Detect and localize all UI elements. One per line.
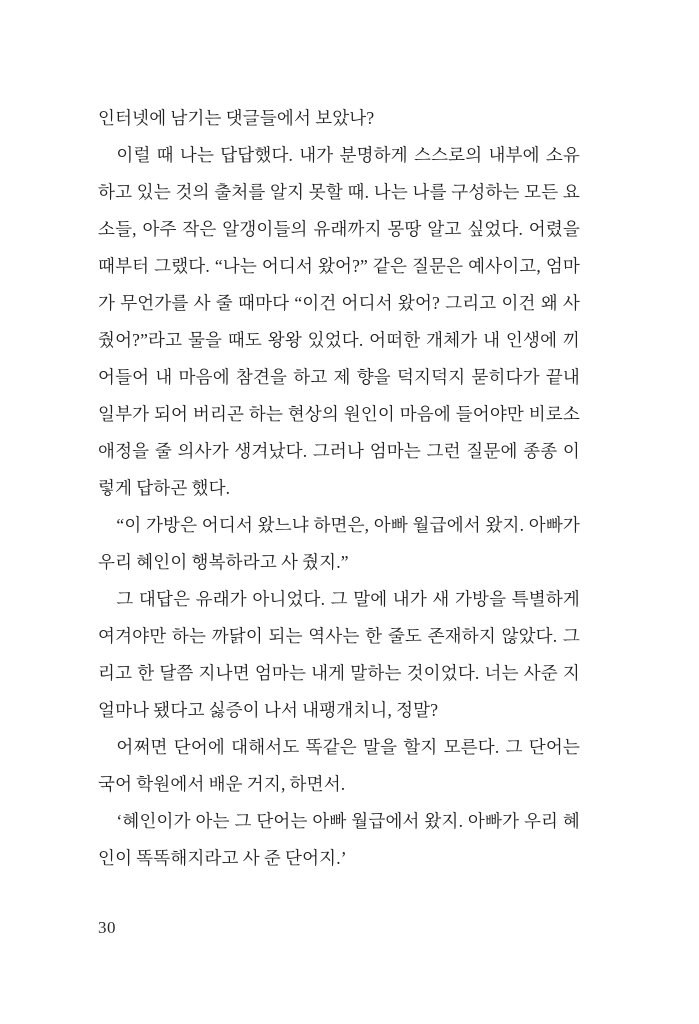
page-number: 30 <box>98 918 116 937</box>
text-line: 줬어?”라고 물을 때도 왕왕 있었다. 어떠한 개체가 내 인생에 끼 <box>98 330 580 350</box>
paragraph <box>98 803 580 877</box>
text-line: 하고 있는 것의 출처를 알지 못할 때. 나는 나를 구성하는 모든 요 <box>98 182 580 202</box>
text-line: “이 가방은 어디서 왔느냐 하면은, 아빠 월급에서 왔지. 아빠가 <box>116 515 580 535</box>
text-line: 얼마나 됐다고 싫증이 나서 내팽개치니, 정말? <box>98 700 439 720</box>
text-line: 때부터 그랬다. “나는 어디서 왔어?” 같은 질문은 예사이고, 엄마 <box>98 256 580 276</box>
text-line: 이럴 때 나는 답답했다. 내가 분명하게 스스로의 내부에 소유 <box>116 145 580 165</box>
body-text <box>98 100 580 877</box>
text-line: 그 대답은 유래가 아니었다. 그 말에 내가 새 가방을 특별하게 <box>116 589 580 609</box>
text-line: 애정을 줄 의사가 생겨났다. 그러나 엄마는 그런 질문에 종종 이 <box>98 441 580 461</box>
text-line: 소들, 아주 작은 알갱이들의 유래까지 몽땅 알고 싶었다. 어렸을 <box>98 219 580 239</box>
text-line: 가 무언가를 사 줄 때마다 “이건 어디서 왔어? 그리고 이건 왜 사 <box>98 293 580 313</box>
text-line: 여겨야만 하는 까닭이 되는 역사는 한 줄도 존재하지 않았다. 그 <box>98 626 580 646</box>
text-line: 일부가 되어 버리곤 하는 현상의 원인이 마음에 들어야만 비로소 <box>98 404 580 424</box>
paragraph <box>98 581 580 729</box>
paragraph <box>98 729 580 803</box>
text-line: 국어 학원에서 배운 거지, 하면서. <box>98 774 346 794</box>
text-line: 렇게 답하곤 했다. <box>98 478 231 498</box>
paragraph <box>98 137 580 507</box>
text-line: 인이 똑똑해지라고 사 준 단어지.’ <box>98 848 347 868</box>
text-line: 리고 한 달쯤 지나면 엄마는 내게 말하는 것이었다. 너는 사준 지 <box>98 663 580 683</box>
text-line: ‘혜인이가 아는 그 단어는 아빠 월급에서 왔지. 아빠가 우리 혜 <box>116 811 580 831</box>
text-line: 어쩌면 단어에 대해서도 똑같은 말을 할지 모른다. 그 단어는 <box>116 737 580 757</box>
text-line: 우리 혜인이 행복하라고 사 줬지.” <box>98 552 349 572</box>
text-line: 어들어 내 마음에 참견을 하고 제 향을 덕지덕지 묻히다가 끝내 <box>98 367 580 387</box>
text-line: 인터넷에 남기는 댓글들에서 보았나? <box>98 108 375 128</box>
paragraph <box>98 507 580 581</box>
paragraph <box>98 100 580 137</box>
